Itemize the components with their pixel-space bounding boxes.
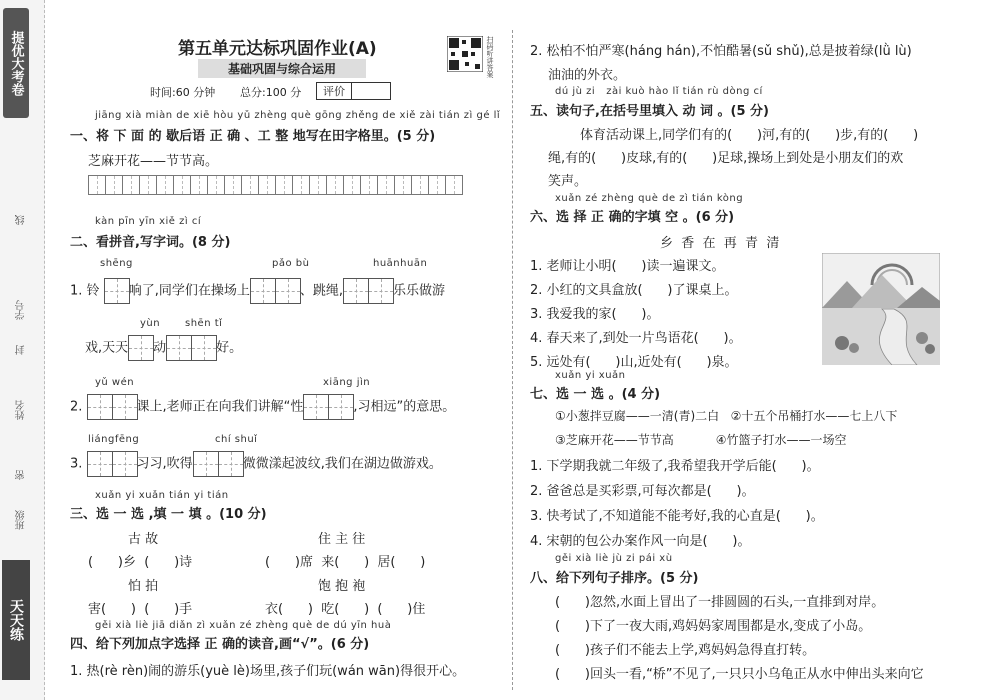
page-subtitle: 基础巩固与综合运用 (198, 59, 366, 78)
q8-item-3[interactable]: ( )孩子们不能去上学,鸡妈妈急得直打转。 (555, 643, 816, 658)
q6-pinyin: xuǎn zé zhèng què de zì tián kòng (555, 193, 744, 204)
q2-2-pinyin-b: xiāng jìn (323, 377, 371, 388)
class-label: 班级 (16, 510, 27, 530)
q2-item-1b: 戏,天天 动 好。 (85, 335, 242, 361)
column-divider (512, 30, 513, 690)
time-limit: 时间:60 分钟 (150, 86, 216, 99)
q5-text-2[interactable]: 绳,有的( )皮球,有的( )足球,操场上到处是小朋友们的欢 (548, 151, 904, 166)
q3-row-1a[interactable]: ( )乡 ( )诗 (88, 555, 193, 570)
q6-item-4[interactable]: 4. 春天来了,到处一片鸟语花( )。 (530, 331, 742, 346)
q8-heading: 八、给下列句子排序。(5 分) (530, 571, 699, 586)
q5-pinyin: dú jù zi zài kuò hào lǐ tián rù dòng cí (555, 86, 763, 97)
q3-row-2a[interactable]: 害( ) ( )手 (88, 602, 193, 617)
total-score: 总分:100 分 (240, 86, 302, 99)
q4-item-2b: 油油的外衣。 (548, 68, 627, 83)
brand-logo: 提优大考卷 (3, 8, 29, 118)
q4-heading: 四、给下列加点字选择 正 确的读音,画“√”。(6 分) (70, 637, 370, 652)
q1-writing-grid[interactable] (88, 175, 462, 195)
q6-item-1[interactable]: 1. 老师让小明( )读一遍课文。 (530, 259, 725, 274)
q3-group-1: 古 故 (128, 532, 159, 547)
q7-options-1: ①小葱拌豆腐——一清(青)二白 ②十五个吊桶打水——七上八下 (555, 409, 898, 423)
q2-3-box-a[interactable] (87, 451, 137, 477)
name-label: 姓名 (16, 400, 27, 420)
q4-pinyin: gěi xià liè jiā diǎn zì xuǎn zé zhèng què de dú yīn huà (95, 620, 392, 631)
q2-item-2: 2. 课上,老师正在向我们讲解“性 ,习相远”的意思。 (70, 394, 455, 420)
q2-1-pinyin-a: shēng (100, 258, 133, 269)
q2-1b-box-b[interactable] (166, 335, 216, 361)
q5-text-1[interactable]: 体育活动课上,同学们有的( )河,有的( )步,有的( ) (580, 128, 919, 143)
q3-pinyin: xuǎn yi xuǎn tián yi tián (95, 490, 229, 501)
q2-3-pinyin-b: chí shuǐ (215, 434, 258, 445)
q6-char-options: 乡 香 在 再 青 清 (660, 236, 780, 251)
q1-pinyin: jiāng xià miàn de xiē hòu yǔ zhèng què gōng zhěng de xiě zài tián zì gé lǐ (95, 110, 501, 121)
q2-3-pinyin-a: liángfēng (88, 434, 140, 445)
q4-item-2a[interactable]: 2. 松柏不怕严寒(háng hán),不怕酷暑(sǔ shǔ),总是披着绿(lǜ lù) (530, 44, 912, 59)
q3-heading: 三、选 一 选 ,填 一 填 。(10 分) (70, 507, 267, 522)
q7-heading: 七、选 一 选 。(4 分) (530, 387, 661, 402)
q6-item-3[interactable]: 3. 我爱我的家( )。 (530, 307, 660, 322)
q8-item-2[interactable]: ( )下了一夜大雨,鸡妈妈家周围都是水,变成了小岛。 (555, 619, 872, 634)
q2-item-3: 3. 习习,吹得 微微漾起波纹,我们在湖边做游戏。 (70, 451, 442, 477)
q4-item-1[interactable]: 1. 热(rè rèn)闹的游乐(yuè lè)场里,孩子们玩(wán wān)得很开心。 (70, 664, 466, 679)
q2-2-box-b[interactable] (303, 394, 353, 420)
q2-pinyin: kàn pīn yīn xiě zì cí (95, 216, 202, 227)
q2-heading: 二、看拼音,写字词。(8 分) (70, 235, 231, 250)
q7-options-2: ③芝麻开花——节节高 ④竹篮子打水——一场空 (555, 433, 847, 447)
q3-group-2: 住 主 往 (318, 532, 366, 547)
seal-label: 封 (16, 345, 27, 355)
q7-pinyin: xuǎn yi xuǎn (555, 370, 626, 381)
q2-1-pinyin-c: huānhuān (373, 258, 428, 269)
q7-item-1[interactable]: 1. 下学期我就二年级了,我希望我开学后能( )。 (530, 459, 820, 474)
q2-1-box-b[interactable] (250, 278, 300, 304)
q8-pinyin: gěi xià liè jù zi pái xù (555, 553, 673, 564)
badge-logo: 天天练 (2, 560, 30, 680)
score-label: 评价 (317, 83, 352, 99)
q3-group-3: 怕 拍 (128, 579, 159, 594)
q8-item-1[interactable]: ( )忽然,水面上冒出了一排圆圆的石头,一直排到对岸。 (555, 595, 885, 610)
score-box[interactable] (316, 82, 391, 100)
q1-text: 芝麻开花——节节高。 (88, 154, 219, 169)
qr-code-icon[interactable] (447, 36, 483, 72)
landscape-illustration (822, 253, 940, 365)
q7-item-3[interactable]: 3. 快考试了,不知道能不能考好,我的心直是( )。 (530, 509, 824, 524)
q5-text-3: 笑声。 (548, 174, 588, 189)
q3-row-1b[interactable]: ( )席 来( ) 居( ) (265, 555, 426, 570)
q3-group-4: 饱 抱 袍 (318, 579, 366, 594)
q2-item-1: 1. 铃 响了,同学们在操场上 、跳绳, 乐乐做游 (70, 278, 445, 304)
q7-item-2[interactable]: 2. 爸爸总是买彩票,可每次都是( )。 (530, 484, 755, 499)
q2-3-box-b[interactable] (193, 451, 243, 477)
q2-1-box-c[interactable] (343, 278, 393, 304)
student-number-label: 学号 (16, 300, 27, 320)
q5-heading: 五、读句子,在括号里填入 动 词 。(5 分) (530, 104, 769, 119)
seal-line-label: 线 (16, 215, 27, 225)
q7-item-4[interactable]: 4. 宋朝的包公办案作风一向是( )。 (530, 534, 751, 549)
q2-2-pinyin-a: yǔ wén (95, 377, 135, 388)
q3-row-2b[interactable]: 衣( ) 吃( ) ( )住 (265, 602, 426, 617)
q2-1-box-a[interactable] (104, 278, 129, 304)
q6-heading: 六、选 择 正 确的字填 空 。(6 分) (530, 210, 735, 225)
q6-item-5[interactable]: 5. 远处有( )山,近处有( )泉。 (530, 355, 738, 370)
q2-1b-pinyin-a: yùn (140, 318, 161, 329)
q2-1b-pinyin-b: shēn tǐ (185, 318, 223, 329)
q2-1-pinyin-b: pǎo bù (272, 258, 310, 269)
q6-item-2[interactable]: 2. 小红的文具盒放( )了课桌上。 (530, 283, 738, 298)
page-title: 第五单元达标巩固作业(A) (178, 39, 377, 59)
q1-heading: 一、将 下 面 的 歇后语 正 确 、工 整 地写在田字格里。(5 分) (70, 129, 436, 144)
q8-item-4[interactable]: ( )回头一看,“桥”不见了,一只只小乌龟正从水中伸出头来向它 (555, 667, 924, 682)
q2-1b-box-a[interactable] (128, 335, 153, 361)
q2-2-box-a[interactable] (87, 394, 137, 420)
seal-dense-label: 密 (16, 470, 27, 480)
qr-label: 扫码听讲答案 (486, 36, 494, 78)
